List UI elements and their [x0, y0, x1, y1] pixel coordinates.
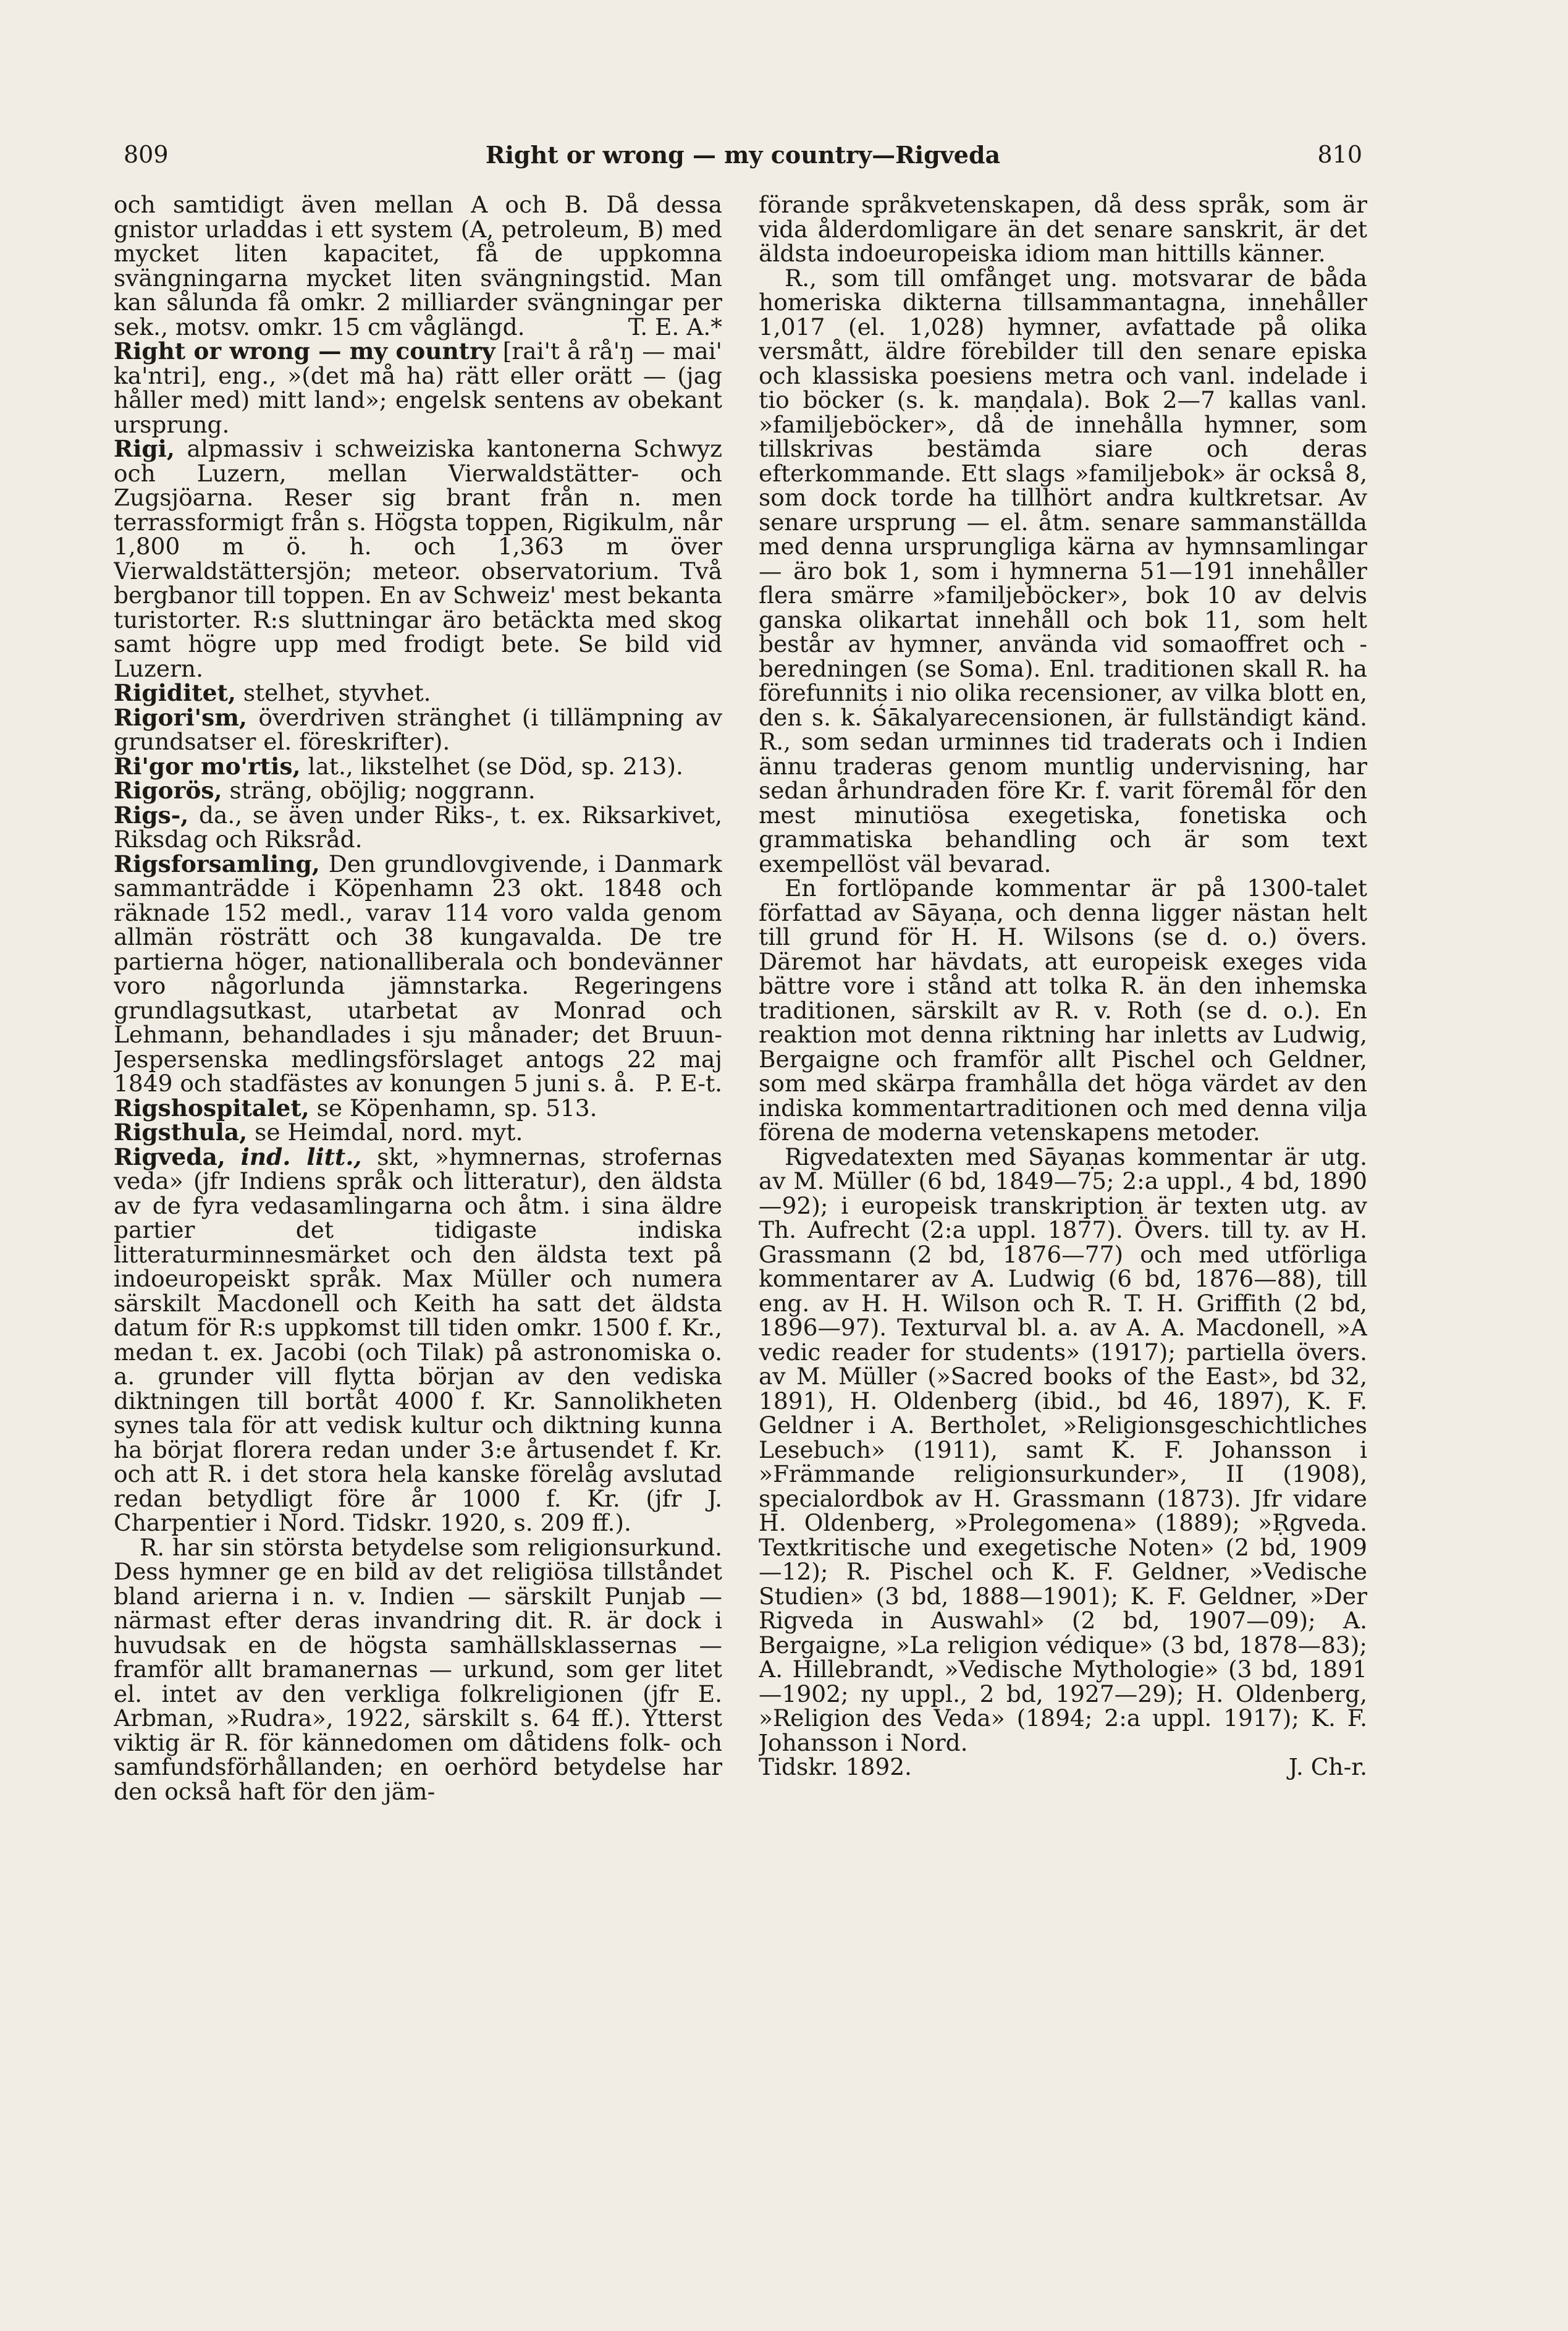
headword: Rigorös, — [114, 777, 222, 804]
entry-rigsthula — [114, 1120, 722, 1145]
paragraph-text: och samtidigt även mellan A och B. Då dessa gnistor urladdas i ett system (A, petroleum, B) med mycket liten kapacitet, få de uppkomna svängningarna mycket liten svängningstid. Man kan sålunda få omkr. 2 milliarder svängningar per sek., motsv. omkr. 15 cm våglängd. — [114, 193, 722, 341]
closing-line — [759, 1755, 1367, 1780]
page-header — [124, 141, 1362, 178]
headword: Rigshospitalet, — [114, 1094, 310, 1122]
entry-text: alpmassiv i schweiziska kantonerna Schwyz och Luzern, mellan Vierwaldstätter- och Zugsjöarna. Reser sig brant från n. men terrassformigt från s. Högsta toppen, Rigikulm, når 1,800 m ö. h. och 1,363 m över Vierwaldstättersjön; meteor. observatorium. Två bergbanor till toppen. En av Schweiz' mest bekanta turistorter. R:s sluttningar äro betäckta med skog samt högre upp med frodigt bete. Se bild vid Luzern. — [114, 435, 722, 682]
entry-text: da., se även under Riks-, t. ex. Riksarkivet, Riksdag och Riksråd. — [114, 801, 722, 853]
entry-rigsforsamling — [114, 852, 722, 1096]
signature: P. E-t. — [654, 1070, 722, 1097]
paragraph: R., som till omfånget ung. motsvarar de båda homeriska dikterna tillsammantagna, innehåller 1,017 (el. 1,028) hymner, avfattade på olika versmått, äldre förebilder till den senare episka och klassiska poesiens metra och vanl. indelade i tio böcker (s. k. maṇḍala). Bok 2—7 kallas vanl. »familjeböcker», då de innehålla hymner, som tillskrivas bestämda siare och deras efterkommande. Ett slags »familjebok» är också 8, som dock torde ha tillhört andra kultkretsar. Av senare ursprung — el. åtm. senare sammanställda med denna ursprungliga kärna av hymnsamlingar — äro bok 1, som i hymnerna 51—191 innehåller flera smärre »familjeböcker», bok 10 av delvis ganska olikartat innehåll och bok 11, som helt består av hymner, använda vid somaoffret och -beredningen (se Soma). Enl. traditionen skall R. ha förefunnits i nio olika recensioner, av vilka blott en, den s. k. Śākalyarecensionen, är fullständigt känd. R., som sedan urminnes tid traderats och i Indien ännu traderas genom muntlig undervisning, har sedan århundraden före Kr. f. varit föremål för den mest minutiösa exegetiska, fonetiska och grammatiska behandling och är som text exempellöst väl bevarad. — [759, 264, 1367, 878]
entry-text: stelhet, styvhet. — [243, 679, 431, 706]
headword: Ri'gor mo'rtis, — [114, 752, 301, 780]
entry-rigi — [114, 437, 722, 681]
entry-rigorism — [114, 703, 722, 755]
headword: Right or wrong — my country — [114, 337, 495, 365]
category-label: ind. litt., — [240, 1143, 362, 1170]
page-number-left: 809 — [124, 141, 169, 168]
closing-text: Tidskr. 1892. — [759, 1753, 912, 1780]
headword: Rigs-, — [114, 801, 189, 829]
continued-paragraph — [114, 193, 722, 339]
entry-text: [rai't å rå'ŋ — mai' ka'ntri], eng., »(det må ha) rätt eller orätt — (jag håller med) mitt land»; engelsk sentens av obekant ursprung. — [114, 337, 722, 438]
entry-rigs — [114, 803, 722, 852]
paragraph: En fortlöpande kommentar är på 1300-talet författad av Sāyaṇa, och denna ligger nästan helt till grund för H. H. Wilsons (se d. o.) övers. Däremot har hävdats, att europeisk exeges vida bättre vore i stånd att tolka R. än den inhemska traditionen, särskilt av R. v. Roth (se d. o.). En reaktion mot denna riktning har inletts av Ludwig, Bergaigne och framför allt Pischel och Geldner, som med skärpa framhålla det höga värdet av den indiska kommentartraditionen och med denna vilja förena de moderna vetenskapens metoder. — [759, 874, 1367, 1146]
entry-text: sträng, oböjlig; noggrann. — [229, 777, 536, 804]
entry-text: se Köpenhamn, sp. 513. — [316, 1094, 597, 1122]
entry-rigveda — [114, 1145, 722, 1536]
headword: Rigi, — [114, 435, 175, 462]
headword: Rigori'sm, — [114, 703, 247, 731]
signature: J. Ch-r. — [1288, 1753, 1367, 1780]
entry-right-or-wrong — [114, 339, 722, 437]
paragraph: R. har sin största betydelse som religionsurkund. Dess hymner ge en bild av det religiösa tillståndet bland arierna i n. v. Indien — särskilt Punjab — närmast efter deras invandring dit. R. är dock i huvudsak en de högsta samhällsklassernas — framför allt bramanernas — urkund, som ger litet el. intet av den verkliga folkreligionen (jfr E. Arbman, »Rudra», 1922, särskilt s. 64 ff.). Ytterst viktig är R. för kännedomen om dåtidens folk- och samfundsförhållanden; en oerhörd betydelse har den också haft för den jäm- — [114, 1533, 722, 1805]
entry-rigiditet — [114, 681, 722, 706]
headword: Rigiditet, — [114, 679, 236, 706]
headword: Rigsforsamling, — [114, 850, 320, 878]
signature: T. E. A.* — [628, 313, 722, 341]
entry-text: överdriven stränghet (i tillämpning av grundsatser el. föreskrifter). — [114, 703, 722, 755]
continued-paragraph: förande språkvetenskapen, då dess språk, som är vida ålderdomligare än det senare sanskrit, är det äldsta indoeuropeiska idiom man hittills känner. — [759, 193, 1367, 267]
entry-text: skt, »hymnernas, strofernas veda» (jfr Indiens språk och litteratur), den äldsta av de fyra vedasamlingarna och åtm. i sina äldre partier det tidigaste indiska litteraturminnesmärket och den äldsta text på indoeuropeiskt språk. Max Müller och numera särskilt Macdonell och Keith ha satt det äldsta datum för R:s uppkomst till tiden omkr. 1500 f. Kr., medan t. ex. Jacobi (och Tilak) på astronomiska o. a. grunder vill flytta början av den vediska diktningen till bortåt 4000 f. Kr. Sannolikheten synes tala för att vedisk kultur och diktning kunna ha börjat florera redan under 3:e årtusendet f. Kr. och att R. i det stora hela kanske förelåg avslutad redan betydligt före år 1000 f. Kr. (jfr J. Charpentier i Nord. Tidskr. 1920, s. 209 ff.). — [114, 1143, 722, 1536]
bibliography-paragraph: Rigvedatexten med Sāyaṇas kommentar är utg. av M. Müller (6 bd, 1849—75; 2:a uppl., 4 bd, 1890—92); i europeisk transkription är texten utg. av Th. Aufrecht (2:a uppl. 1877). Övers. till ty. av H. Grassmann (2 bd, 1876—77) och med utförliga kommentarer av A. Ludwig (6 bd, 1876—88), till eng. av H. H. Wilson och R. T. H. Griffith (2 bd, 1896—97). Texturval bl. a. av A. A. Macdonell, »A vedic reader for students» (1917); partiella övers. av M. Müller (»Sacred books of the East», bd 32, 1891), H. Oldenberg (ibid., bd 46, 1897), K. F. Geldner i A. Bertholet, »Religionsgeschichtliches Lesebuch» (1911), samt K. F. Johansson i »Främmande religionsurkunder», II (1908), specialordbok av H. Grassmann (1873). Jfr vidare H. Oldenberg, »Prolegomena» (1889); »Ṛgveda. Textkritische und exegetische Noten» (2 bd, 1909—12); R. Pischel och K. F. Geldner, »Vedische Studien» (3 bd, 1888—1901); K. F. Geldner, »Der Rigveda in Auswahl» (2 bd, 1907—09); A. Bergaigne, »La religion védique» (3 bd, 1878—83); A. Hillebrandt, »Vedische Mythologie» (3 bd, 1891—1902; ny uppl., 2 bd, 1927—29); H. Oldenberg, »Religion des Veda» (1894; 2:a uppl. 1917); K. F. Johansson i Nord. — [759, 1143, 1367, 1756]
page-number-right: 810 — [1317, 141, 1362, 168]
entry-rigor-mortis — [114, 752, 722, 780]
entry-text: se Heimdal, nord. myt. — [255, 1119, 523, 1146]
entry-text: lat., likstelhet (se Död, sp. 213). — [308, 752, 683, 780]
entry-rigoros — [114, 779, 722, 803]
headword: Rigsthula, — [114, 1119, 248, 1146]
left-column — [114, 193, 722, 2183]
entry-rigshospitalet — [114, 1096, 722, 1121]
entry-text: Den grundlovgivende, i Danmark sammanträdde i Köpenhamn 23 okt. 1848 och räknade 152 medl., varav 114 voro valda genom allmän rösträtt och 38 kungavalda. De tre partierna höger, nationalliberala och bondevänner voro någorlunda jämnstarka. Regeringens grundlagsutkast, utarbetat av Monrad och Lehmann, behandlades i sju månader; det Bruun-Jespersenska medlingsförslaget antogs 22 maj 1849 och stadfästes av konungen 5 juni s. å. — [114, 850, 722, 1097]
right-column — [759, 193, 1367, 2183]
headword: Rigveda, — [114, 1143, 226, 1170]
running-title: Right or wrong — my country—Rigveda — [485, 141, 1001, 169]
